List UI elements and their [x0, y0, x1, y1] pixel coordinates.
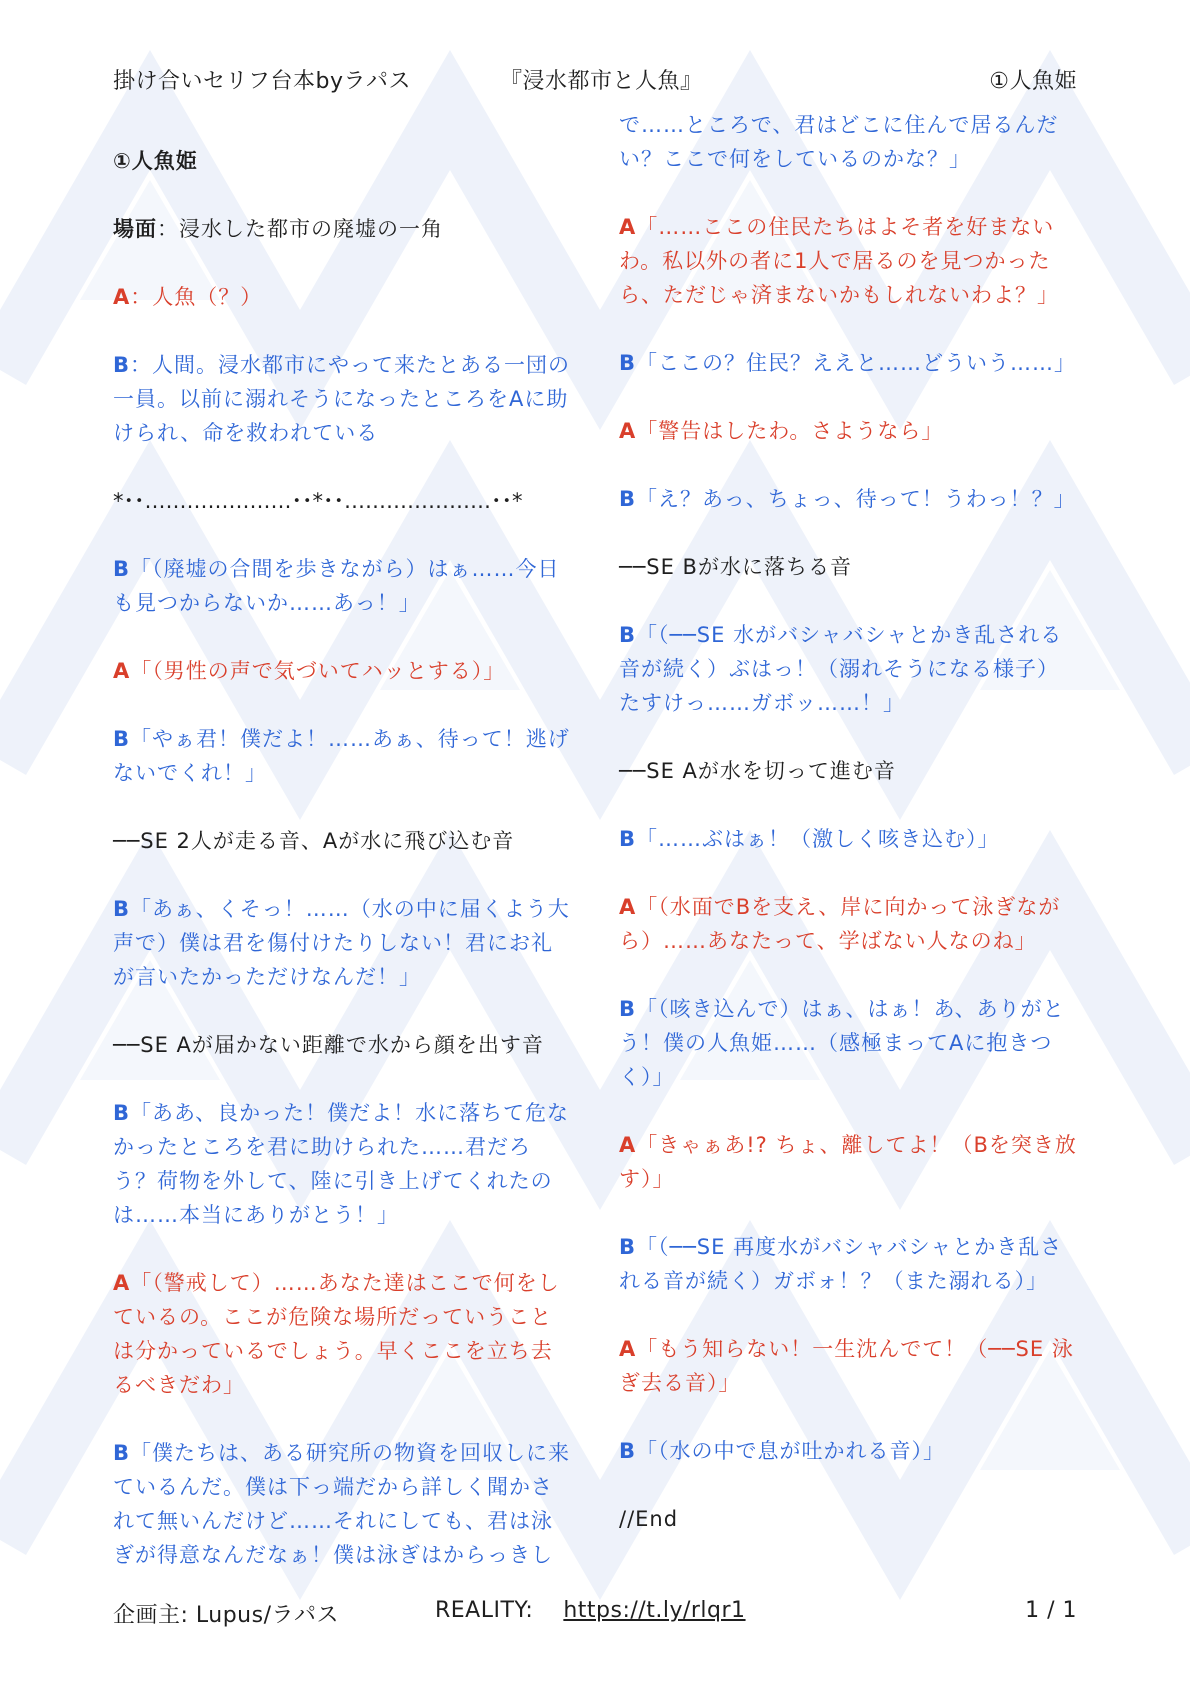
speaker-label: A [113, 659, 131, 683]
line-text: ：人間。浸水都市にやって来たとある一団の一員。以前に溺れそうになったところをAに助けられ、命を救われている [113, 353, 571, 445]
line-speaker-a [619, 414, 1079, 448]
speaker-label: B [619, 1439, 637, 1463]
header-work-title: 『浸水都市と人魚』 [500, 69, 703, 94]
episode-heading [113, 144, 573, 178]
sound-effect [113, 1028, 573, 1062]
header-episode-title: ①人魚姫 [989, 69, 1077, 94]
section-separator [113, 484, 573, 518]
line-text: 「……ぶはぁ！（激しく咳き込む）」 [636, 827, 1000, 851]
speaker-label: B [619, 1235, 637, 1259]
speaker-label: A [619, 419, 637, 443]
speaker-label: B [113, 353, 131, 377]
line-text: ：浸水した都市の廃墟の一角 [157, 217, 443, 241]
footer-reality [435, 1598, 746, 1623]
line-speaker-a [619, 890, 1079, 958]
line-speaker-b [619, 108, 1079, 176]
speaker-label: 場面 [113, 217, 157, 241]
header-series-title: 掛け合いセリフ台本byラパス [113, 69, 411, 94]
line-text: 「あぁ、くそっ！……（水の中に届くよう大声で）僕は君を傷付けたりしない！君にお礼が言いたかっただけなんだ！」 [113, 897, 570, 989]
footer-organizer: 企画主: Lupus/ラパス [113, 1603, 340, 1628]
line-text: ──SE Aが水を切って進む音 [619, 759, 896, 783]
line-speaker-a [619, 210, 1079, 312]
speaker-label: B [113, 557, 131, 581]
page-header [113, 64, 1077, 100]
speaker-label: B [619, 623, 637, 647]
line-text: 「僕たちは、ある研究所の物資を回収しに来ているんだ。僕は下っ端だから詳しく聞かされて無いんだけど……それにしても、君は泳ぎが得意なんだなぁ！僕は泳ぎはからっきし [113, 1441, 571, 1567]
speaker-label: B [619, 827, 637, 851]
footer-page-number: 1 / 1 [1025, 1598, 1077, 1623]
sound-effect [619, 754, 1079, 788]
speaker-label: B [619, 487, 637, 511]
line-speaker-b [619, 482, 1079, 516]
sound-effect [619, 550, 1079, 584]
line-speaker-b [113, 348, 573, 450]
speaker-label: A [619, 895, 637, 919]
line-text: //End [619, 1507, 679, 1531]
speaker-label: B [619, 351, 637, 375]
speaker-label: B [113, 1101, 131, 1125]
line-speaker-b [619, 618, 1079, 720]
speaker-label: B [113, 897, 131, 921]
right-column [619, 108, 1079, 1536]
line-speaker-a [113, 280, 573, 314]
line-speaker-b [619, 346, 1079, 380]
left-column [113, 144, 573, 1572]
line-speaker-b [113, 1436, 573, 1572]
line-speaker-a [619, 1128, 1079, 1196]
line-speaker-b [619, 822, 1079, 856]
speaker-label: A [113, 1271, 131, 1295]
line-text: 「え？あっ、ちょっ、待って！うわっ！？」 [636, 487, 1076, 511]
line-speaker-b [113, 892, 573, 994]
line-speaker-a [619, 1332, 1079, 1400]
line-text: 「（水面でBを支え、岸に向かって泳ぎながら）……あなたって、学ばない人なのね」 [619, 895, 1061, 953]
sound-effect [113, 824, 573, 858]
line-text: 「やぁ君！僕だよ！……あぁ、待って！逃げないでくれ！」 [113, 727, 570, 785]
line-text: ──SE 2人が走る音、Aが水に飛び込む音 [113, 829, 515, 853]
scene-description [113, 212, 573, 246]
line-text: 「……ここの住民たちはよそ者を好まないわ。私以外の者に1人で居るのを見つかったら、ただじゃ済まないかもしれないわよ？」 [619, 215, 1059, 307]
line-speaker-a [113, 654, 573, 688]
line-text: 「ああ、良かった！僕だよ！水に落ちて危なかったところを君に助けられた……君だろう？荷物を外して、陸に引き上げてくれたのは……本当にありがとう！」 [113, 1101, 569, 1227]
speaker-label: A [619, 215, 637, 239]
line-text: 「ここの？住民？ええと……どういう……」 [636, 351, 1077, 375]
speaker-label: B [113, 1441, 131, 1465]
line-text: *･･…………………･･*･･…………………･･* [113, 489, 523, 513]
line-text: 「（男性の声で気づいてハッとする）」 [130, 659, 506, 683]
line-text: 「（水の中で息が吐かれる音）」 [636, 1439, 946, 1463]
speaker-label: A [619, 1133, 637, 1157]
speaker-label: A [619, 1337, 637, 1361]
line-text: 「きゃぁあ!? ちょ、離してよ！（Bを突き放す）」 [619, 1133, 1077, 1191]
line-text: 「（咳き込んで）はぁ、はぁ！あ、ありがとう！僕の人魚姫……（感極まってAに抱きつく）」 [619, 997, 1065, 1089]
line-text: ──SE Aが届かない距離で水から顔を出す音 [113, 1033, 544, 1057]
line-text: で……ところで、君はどこに住んで居るんだい？ここで何をしているのかな？」 [619, 113, 1059, 171]
footer-reality-label: REALITY: [435, 1598, 534, 1623]
speaker-label: A [113, 285, 131, 309]
speaker-label: B [113, 727, 131, 751]
line-speaker-b [113, 1096, 573, 1232]
line-text: ──SE Bが水に落ちる音 [619, 555, 852, 579]
line-text: ①人魚姫 [113, 149, 198, 173]
line-speaker-a [113, 1266, 573, 1402]
line-speaker-b [113, 552, 573, 620]
sound-effect [619, 1502, 1079, 1536]
line-speaker-b [113, 722, 573, 790]
line-text: 「もう知らない！一生沈んでて！（──SE 泳ぎ去る音）」 [619, 1337, 1074, 1395]
page-footer [113, 1598, 1077, 1634]
line-text: 「警告はしたわ。さようなら」 [636, 419, 944, 443]
line-speaker-b [619, 992, 1079, 1094]
line-text: 「（廃墟の合間を歩きながら）はぁ……今日も見つからないか……あっ！」 [113, 557, 560, 615]
speaker-label: B [619, 997, 637, 1021]
line-text: 「（警戒して）……あなた達はここで何をしているの。ここが危険な場所だっていうことは分かっているでしょう。早くここを立ち去るべきだわ」 [113, 1271, 560, 1397]
line-speaker-b [619, 1434, 1079, 1468]
line-speaker-b [619, 1230, 1079, 1298]
line-text: ：人魚（？） [130, 285, 263, 309]
footer-reality-link[interactable]: https://t.ly/rlqr1 [563, 1598, 746, 1623]
line-text: 「（──SE 水がバシャバシャとかき乱される音が続く）ぶはっ！（溺れそうになる様子）たすけっ……ガボッ……！」 [619, 623, 1063, 715]
line-text: 「（──SE 再度水がバシャバシャとかき乱される音が続く）ガボォ！？（また溺れる）」 [619, 1235, 1063, 1293]
